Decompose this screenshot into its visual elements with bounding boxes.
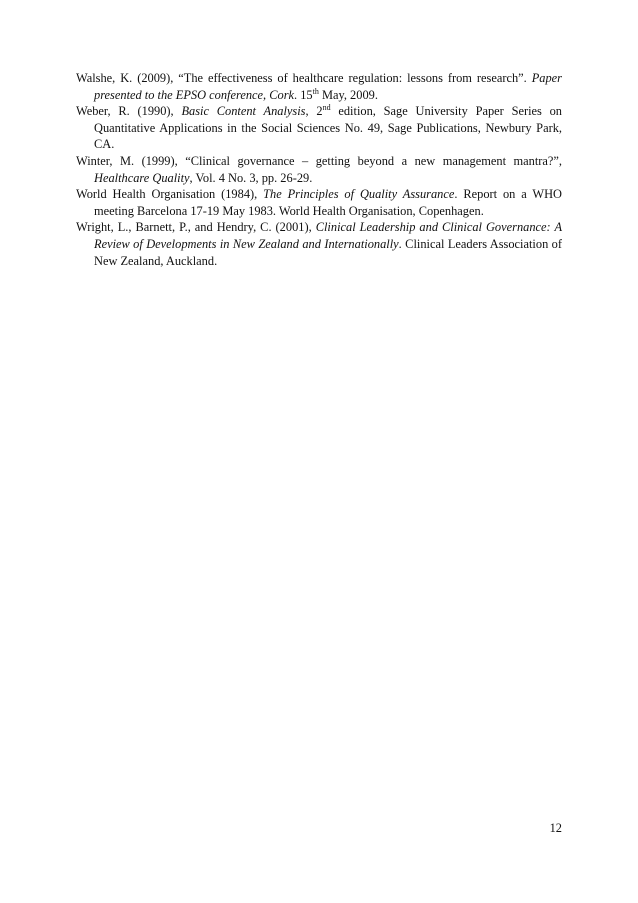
reference-text: May, 2009. xyxy=(318,87,378,102)
reference-text: . Report on a WHO meeting Barcelona 17-19 May 1983. World Health Organisation, Copenhagen. xyxy=(94,187,562,218)
reference-text: Walshe, K. (2009), “The effectiveness of healthcare regulation: lessons from research”. xyxy=(76,71,532,85)
reference-list xyxy=(76,70,562,269)
reference-walshe xyxy=(76,70,562,103)
reference-text: World Health Organisation (1984), xyxy=(76,187,264,202)
reference-text: Winter, M. (1999), “Clinical governance – getting beyond a new management mantra?”, xyxy=(76,153,562,168)
reference-text: , Vol. 4 No. 3, pp. 26-29. xyxy=(189,170,313,185)
reference-title: The Principles of Quality Assurance xyxy=(263,187,455,202)
reference-title: Healthcare Quality xyxy=(94,170,190,185)
reference-text: Weber, R. (1990), xyxy=(76,104,182,119)
reference-title: Paper presented to the EPSO conference, Cork xyxy=(94,71,562,102)
ordinal-suffix: nd xyxy=(322,103,331,113)
reference-text: Wright, L., Barnett, P., and Hendry, C. (2001), xyxy=(76,220,316,235)
reference-text: , 2 xyxy=(305,104,323,119)
reference-wright xyxy=(76,219,562,269)
reference-weber xyxy=(76,103,562,153)
reference-who xyxy=(76,186,562,219)
reference-winter xyxy=(76,153,562,186)
reference-text: . Clinical Leaders Association of New Zealand, Auckland. xyxy=(94,236,562,268)
reference-text: edition, Sage University Paper Series on Quantitative Applications in the Social Sciences No. 49, Sage Publications, Newbury Park, CA. xyxy=(94,104,563,152)
page-number: 12 xyxy=(549,821,562,835)
ordinal-suffix: th xyxy=(312,86,319,96)
reference-text: . 15 xyxy=(294,87,313,102)
reference-title: Clinical Leadership and Clinical Governance: A Review of Developments in New Zealand and Internationally xyxy=(94,220,563,251)
reference-title: Basic Content Analysis xyxy=(181,104,306,119)
